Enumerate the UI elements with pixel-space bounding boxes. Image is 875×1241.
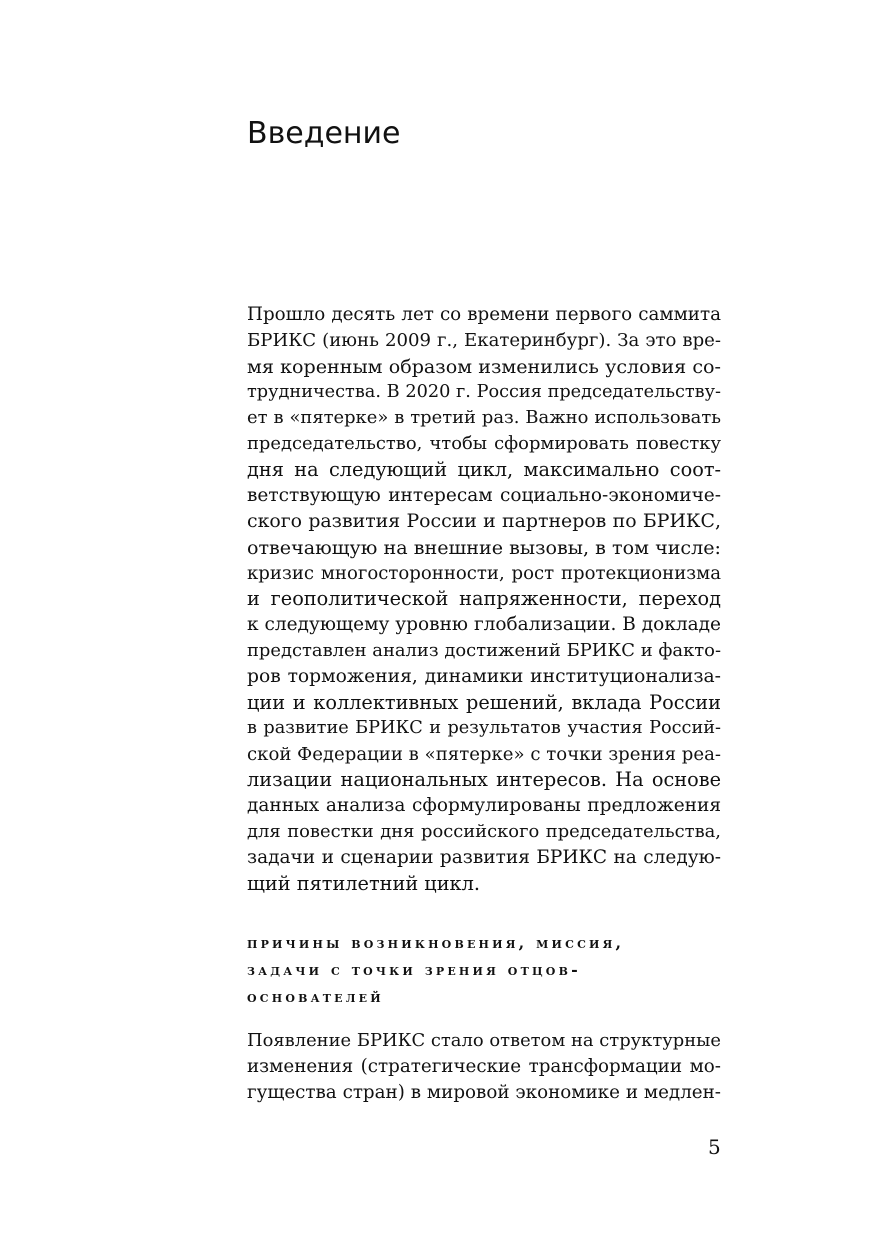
text-line: ской Федерации в «пятерке» с точки зрения реа- (247, 743, 721, 765)
section-heading-line: причины возникновения, миссия, (247, 933, 625, 952)
text-line: трудничества. В 2020 г. Россия председательству- (247, 381, 721, 402)
intro-paragraph (247, 302, 721, 897)
text-line: Появление БРИКС стало ответом на структурные (247, 1030, 721, 1051)
section-heading (247, 929, 727, 1010)
text-line: председательство, чтобы сформировать повестку (247, 433, 721, 455)
page-title: Введение (247, 116, 401, 151)
section-heading-line: задачи с точки зрения отцов- (247, 960, 581, 979)
text-line: задачи и сценарии развития БРИКС на следую- (247, 847, 721, 869)
section-heading-line: основателей (247, 987, 384, 1006)
text-line: ского развития России и партнеров по БРИКС, (247, 509, 721, 532)
section-paragraph (247, 1028, 721, 1106)
text-line: БРИКС (июнь 2009 г., Екатеринбург). За это вре- (247, 329, 721, 351)
text-line: и геополитической напряженности, переход (247, 587, 721, 611)
text-line: к следующему уровню глобализации. В докладе (247, 614, 721, 636)
text-line: ров торможения, динамики институционализа- (247, 666, 721, 688)
text-line: данных анализа сформулированы предложения (247, 795, 721, 817)
text-line: изменения (стратегические трансформации мо- (247, 1055, 721, 1077)
text-line: дня на следующий цикл, максимально соот- (247, 458, 721, 482)
text-line: ет в «пятерке» в третий раз. Важно использовать (247, 407, 721, 429)
text-line: лизации национальных интересов. На основе (247, 768, 721, 792)
page-number: 5 (708, 1135, 721, 1159)
text-line: кризис многосторонности, рост протекционизма (247, 562, 721, 584)
text-line: гущества стран) в мировой экономике и медлен- (247, 1081, 721, 1103)
text-line: для повестки дня российского председательства, (247, 821, 721, 843)
text-line: мя коренным образом изменились условия со- (247, 354, 721, 378)
text-line: Прошло десять лет со времени первого саммита (247, 304, 721, 325)
text-line: ветствующую интересам социально-экономиче- (247, 485, 721, 507)
text-line: отвечающую на внешние вызовы, в том числе: (247, 535, 721, 559)
text-line: ции и коллективных решений, вклада России (247, 690, 721, 714)
text-line: в развитие БРИКС и результатов участия Россий- (247, 717, 721, 738)
text-line: представлен анализ достижений БРИКС и факто- (247, 640, 721, 662)
text-line: щий пятилетний цикл. (247, 871, 480, 895)
